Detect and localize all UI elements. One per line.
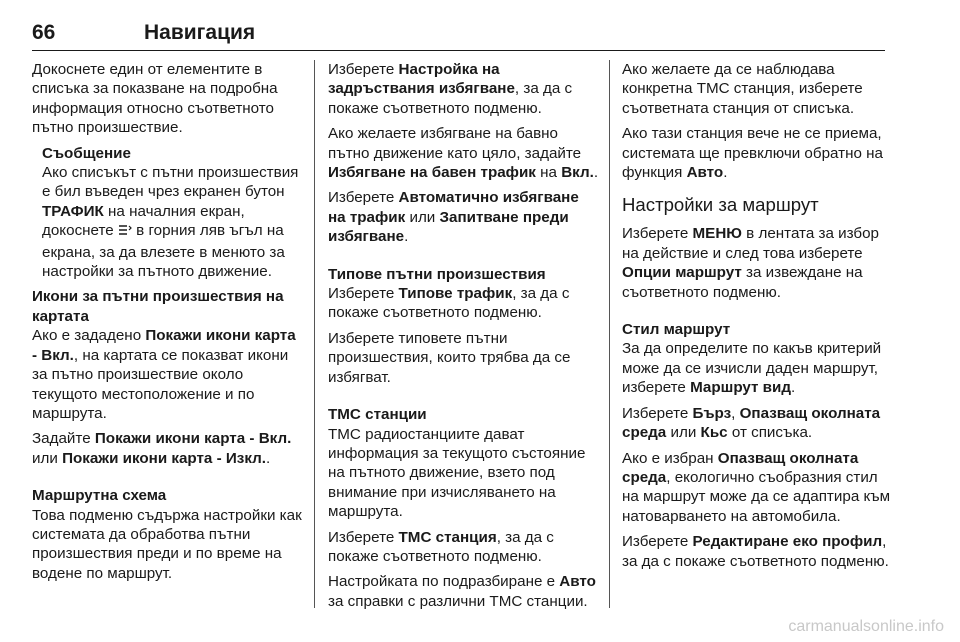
paragraph: Ако тази станция вече не се приема, системата ще превключи обратно на функция Авто. — [622, 125, 883, 182]
paragraph: Докоснете един от елементите в списъка за показване на подробна информация относно съответното пътно произшествие. — [32, 61, 278, 137]
paragraph: Това подменю съдържа настройки как системата да обработва пътни произшествия преди и по време на водене по маршрут. — [32, 506, 302, 582]
paragraph: Изберете Типове трафик, за да с покаже съответното подменю. — [328, 285, 570, 322]
section-heading: TMC станции — [328, 406, 427, 424]
paragraph: Настройката по подразбиране е Авто за справки с различни TMC станции. — [328, 573, 596, 610]
note-block — [32, 144, 304, 282]
column-2 — [328, 60, 600, 617]
menu-lines-icon — [118, 223, 132, 242]
note-title: Съобщение — [42, 144, 131, 162]
column-divider — [609, 60, 610, 608]
paragraph: Изберете Автоматично избягване на трафик или Запитване преди избягване. — [328, 189, 579, 246]
page-number: 66 — [32, 21, 56, 44]
paragraph: Изберете МЕНЮ в лентата за избор на действие и след това изберете Опции маршрут за извеждане на съответното подменю. — [622, 225, 880, 301]
paragraph: Изберете типовете пътни произшествия, които трябва да се избягват. — [328, 329, 571, 386]
paragraph: Изберете TMC станция, за да с покаже съответното подменю. — [328, 528, 554, 565]
section-heading: Типове пътни произшествия — [328, 265, 546, 283]
page-title: Навигация — [144, 21, 256, 44]
paragraph: Ако желаете да се наблюдава конкретна TMC станция, изберете съответната станция от списъка. — [622, 61, 863, 117]
paragraph: Задайте Покажи икони карта - Вкл. или Покажи икони карта - Изкл.. — [32, 430, 292, 467]
page-header — [32, 18, 885, 51]
note-text: Ако списъкът с пътни произшествия е бил въведен чрез екранен бутон ТРАФИК на началния екран, докоснете в горния ляв ъгъл на екрана, за да влезете в менюто за настройки за пътното движение. — [42, 164, 299, 281]
column-3 — [622, 60, 894, 577]
column-1 — [32, 60, 304, 589]
watermark: carmanualsonline.info — [788, 618, 944, 635]
paragraph: За да определите по какъв критерий може да се изчисли даден маршрут, изберете Маршрут вид. — [622, 340, 882, 397]
section-heading: Стил маршрут — [622, 321, 731, 339]
paragraph: TMC радиостанциите дават информация за текущото състояние на пътното движение, взето под внимание при изчисляването на маршрута. — [328, 425, 586, 521]
column-divider — [314, 60, 315, 608]
paragraph: Ако е зададено Покажи икони карта - Вкл., на картата се показват икони за пътно произшествие около текущото местоположение и по маршрута. — [32, 327, 296, 422]
paragraph: Изберете Редактиране еко профил, за да с покаже съответното подменю. — [622, 533, 889, 570]
section-heading: Маршрутна схема — [32, 487, 167, 505]
section-title: Настройки за маршрут — [622, 194, 819, 216]
paragraph: Ако е избран Опазващ околната среда, екологично съобразния стил на маршрут може да се адаптира към натоварването на автомобила. — [622, 449, 891, 525]
paragraph: Ако желаете избягване на бавно пътно движение като цяло, задайте Избягване на бавен трафик на Вкл.. — [328, 125, 599, 182]
paragraph: Изберете Бърз, Опазващ околната среда или Кьс от списъка. — [622, 404, 881, 442]
paragraph: Изберете Настройка на задръствания избягване, за да с покаже съответното подменю. — [328, 61, 573, 117]
section-heading: Икони за пътни произшествия на картата — [32, 288, 284, 325]
